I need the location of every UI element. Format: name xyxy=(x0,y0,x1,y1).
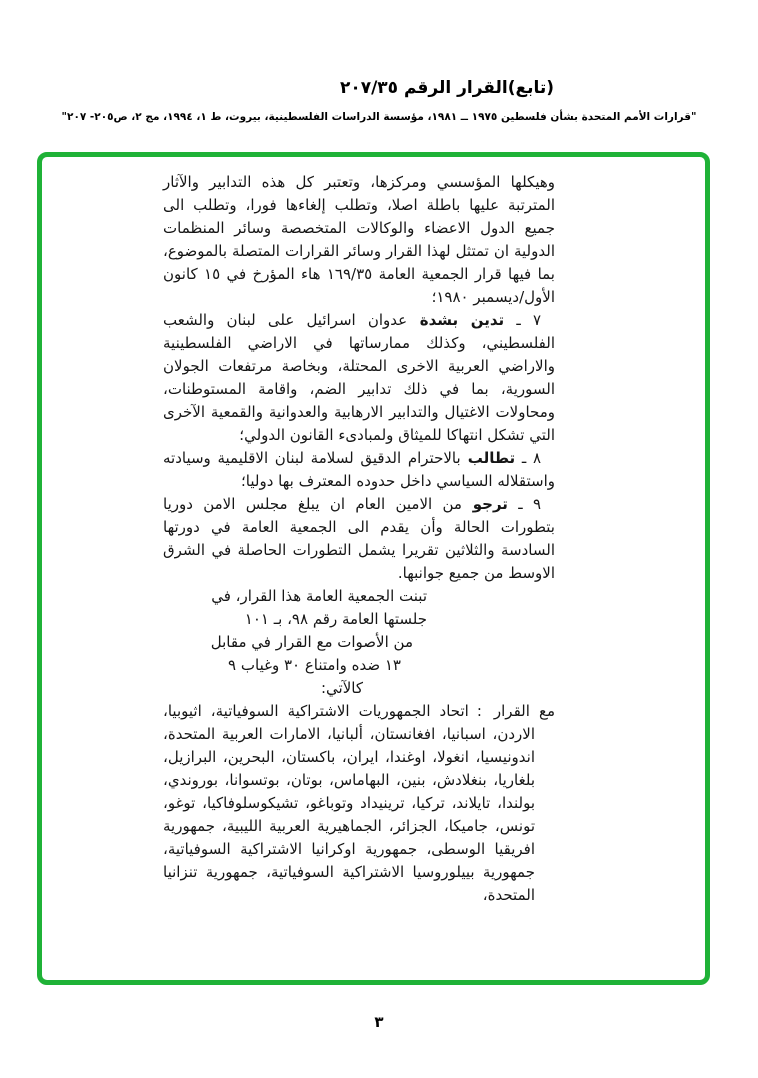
document-frame xyxy=(37,152,710,985)
vote-countries-list: اتحاد الجمهوريات الاشتراكية السوفياتية، اثيوبيا، الاردن، اسبانيا، افغانستان، ألبانيا، الامارات العربية المتحدة، اندونيسيا، انغولا، اوغندا، ايران، باكستان، البحرين، البرازيل، بلغاريا، بنغلادش، بنين، البهاماس، بوتان، بوتسوانا، بوروندي، بولندا، تايلاند، تركيا، ترينيداد وتوباغو، تشيكوسلوفاكيا، توغو، تونس، جاميكا، الجزائر، الجماهيرية العربية الليبية، جمهورية افريقيا الوسطى، جمهورية اوكرانيا الاشتراكية السوفياتية، جمهورية بييلوروسيا الاشتراكية السوفياتية، جمهورية تنزانيا المتحدة، xyxy=(163,702,535,904)
vote-separator: : xyxy=(476,702,482,720)
continuation-paragraph: وهيكلها المؤسسي ومركزها، وتعتبر كل هذه التدابير والآثار المترتبة عليها باطلة اصلا، وتطلب إلغاءها فورا، وتطلب الى جميع الدول الاعضاء والوكالات المتخصصة وسائر المنظمات الدولية ان تمتثل لهذا القرار وسائر القرارات المتصلة بالموضوع، بما فيها قرار الجمعية العامة ١٦٩/٣٥ هاء المؤرخ في ١٥ كانون الأول/ديسمبر ١٩٨٠؛ xyxy=(163,173,555,306)
clause-8-lead: تطالب xyxy=(460,449,516,467)
adoption-note xyxy=(163,585,427,700)
vote-label: مع القرار xyxy=(493,702,555,720)
clause-9-number: ٩ ـ xyxy=(507,495,541,513)
resolution-text xyxy=(163,171,555,907)
clause-8 xyxy=(163,447,555,493)
clause-9-text: من الامين العام ان يبلغ مجلس الامن دوريا بتطورات الحالة وأن يقدم الى الجمعية العامة في دورتها السادسة والثلاثين تقريرا يشمل التطورات الحاصلة في الشرق الاوسط من جميع جوانبها. xyxy=(163,495,555,582)
clause-7-number: ٧ ـ xyxy=(504,311,541,329)
adoption-note-line: ١٣ ضده وامتناع ٣٠ وغياب ٩ xyxy=(228,656,401,674)
vote-record xyxy=(163,700,555,907)
clause-8-number: ٨ ـ xyxy=(515,449,541,467)
adoption-note-line: تبنت الجمعية العامة هذا القرار، في xyxy=(211,587,427,605)
adoption-note-line: كالآتي: xyxy=(321,679,363,697)
adoption-note-line: من الأصوات مع القرار في مقابل xyxy=(210,633,413,651)
clause-9 xyxy=(163,493,555,585)
clause-9-lead: ترجو xyxy=(461,495,508,513)
page-title: (تابع)القرار الرقم ٢٠٧/٣٥ xyxy=(339,78,555,98)
clause-7-lead: تدين بشدة xyxy=(407,311,505,329)
adoption-note-line: جلستها العامة رقم ٩٨، بـ ١٠١ xyxy=(244,610,427,628)
page-number: ٣ xyxy=(374,1013,384,1031)
clause-7-text: عدوان اسرائيل على لبنان والشعب الفلسطيني، وكذلك ممارساتها في الاراضي الفلسطينية والاراضي العربية الاخرى المحتلة، وبخاصة مرتفعات الجولان السورية، بما في ذلك تدابير الضم، واقامة المستوطنات، ومحاولات الاغتيال والتدابير الارهابية والعدوانية والقمعية الآخرى التي تشكل انتهاكا للميثاق ولمبادىء القانون الدولي؛ xyxy=(163,311,555,444)
clause-7 xyxy=(163,309,555,447)
clause-8-text: بالاحترام الدقيق لسلامة لبنان الاقليمية وسيادته واستقلاله السياسي داخل حدوده المعترف بها دوليا؛ xyxy=(163,449,555,490)
source-citation: "قرارات الأمم المتحدة بشأن فلسطين ١٩٧٥ ــ ١٩٨١، مؤسسة الدراسات الفلسطينية، بيروت، ط ١، ١٩٩٤، مج ٢، ص٢٠٥- ٢٠٧" xyxy=(61,111,697,123)
